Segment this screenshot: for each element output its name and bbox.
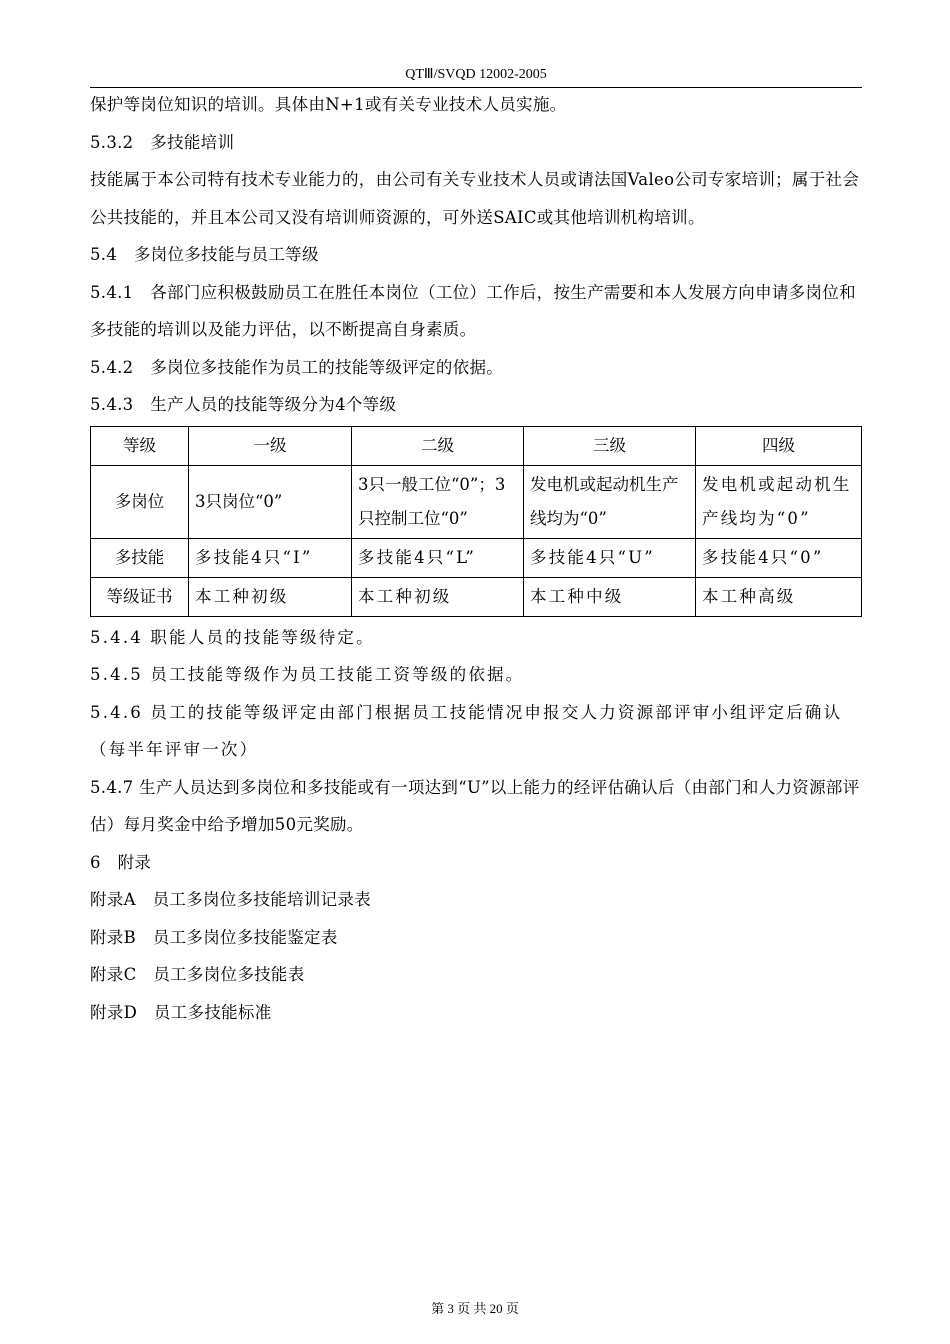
table-cell: 本工种高级 [696,577,862,616]
paragraph: 5.4.4 职能人员的技能等级待定。 [90,627,375,647]
section-heading: 5.3.2 多技能培训 [90,132,235,152]
document-code-header: QTⅢ/SVQD 12002-2005 [405,67,547,82]
table-row [91,465,862,538]
table-cell: 发电机或起动机生产线均为“0” [524,465,696,538]
table-header-cell: 三级 [524,426,696,465]
table-header-cell: 四级 [696,426,862,465]
table-cell: 多技能4只“L” [352,538,524,577]
table-row-label: 多岗位 [91,465,189,538]
paragraph: 5.4.7 生产人员达到多岗位和多技能或有一项达到“U”以上能力的经评估确认后（由部门和人力资源部评估）每月奖金中给予增加50元奖励。 [90,777,860,834]
section-heading: 5.4 多岗位多技能与员工等级 [90,245,319,264]
table-header-row [91,426,862,465]
table-header-cell: 等级 [91,426,189,465]
table-cell: 多技能4只“0” [696,538,862,577]
paragraph: 5.4.5 员工技能等级作为员工技能工资等级的依据。 [90,665,525,684]
page-number-footer: 第 3 页 共 20 页 [431,1301,519,1316]
table-row [91,577,862,616]
appendix-item: 附录B 员工多岗位多技能鉴定表 [90,927,338,947]
table-cell: 3只一般工位“0”；3只控制工位“0” [352,465,524,538]
skill-grade-table [90,426,862,617]
paragraph: 5.4.6 员工的技能等级评定由部门根据员工技能情况申报交人力资源部评审小组评定后确认（每半年评审一次） [90,702,843,759]
table-row [91,538,862,577]
paragraph: 5.4.1 各部门应积极鼓励员工在胜任本岗位（工位）工作后，按生产需要和本人发展方向申请多岗位和多技能的培训以及能力评估，以不断提高自身素质。 [90,282,856,339]
table-header-cell: 二级 [352,426,524,465]
table-cell: 本工种初级 [189,577,352,616]
paragraph: 5.4.2 多岗位多技能作为员工的技能等级评定的依据。 [90,357,504,377]
table-cell: 发电机或起动机生产线均为“0” [696,465,862,538]
table-cell: 本工种中级 [524,577,696,616]
table-row-label: 多技能 [91,538,189,577]
appendix-item: 附录A 员工多岗位多技能培训记录表 [90,890,372,909]
document-body [90,86,865,1031]
table-cell: 3只岗位“0” [189,465,352,538]
section-heading: 6 附录 [90,852,152,872]
paragraph: 技能属于本公司特有技术专业能力的，由公司有关专业技术人员或请法国Valeo公司专家培训；属于社会公共技能的，并且本公司又没有培训师资源的，可外送SAIC或其他培训机构培训。 [90,170,860,227]
table-cell: 多技能4只“I” [189,538,352,577]
table-row-label: 等级证书 [91,577,189,616]
table-cell: 本工种初级 [352,577,524,616]
paragraph: 5.4.3 生产人员的技能等级分为4个等级 [90,395,397,414]
table-cell: 多技能4只“U” [524,538,696,577]
appendix-item: 附录D 员工多技能标准 [90,1002,272,1022]
paragraph: 保护等岗位知识的培训。具体由N+1或有关专业技术人员实施。 [90,95,567,114]
appendix-item: 附录C 员工多岗位多技能表 [90,965,305,984]
table-header-cell: 一级 [189,426,352,465]
